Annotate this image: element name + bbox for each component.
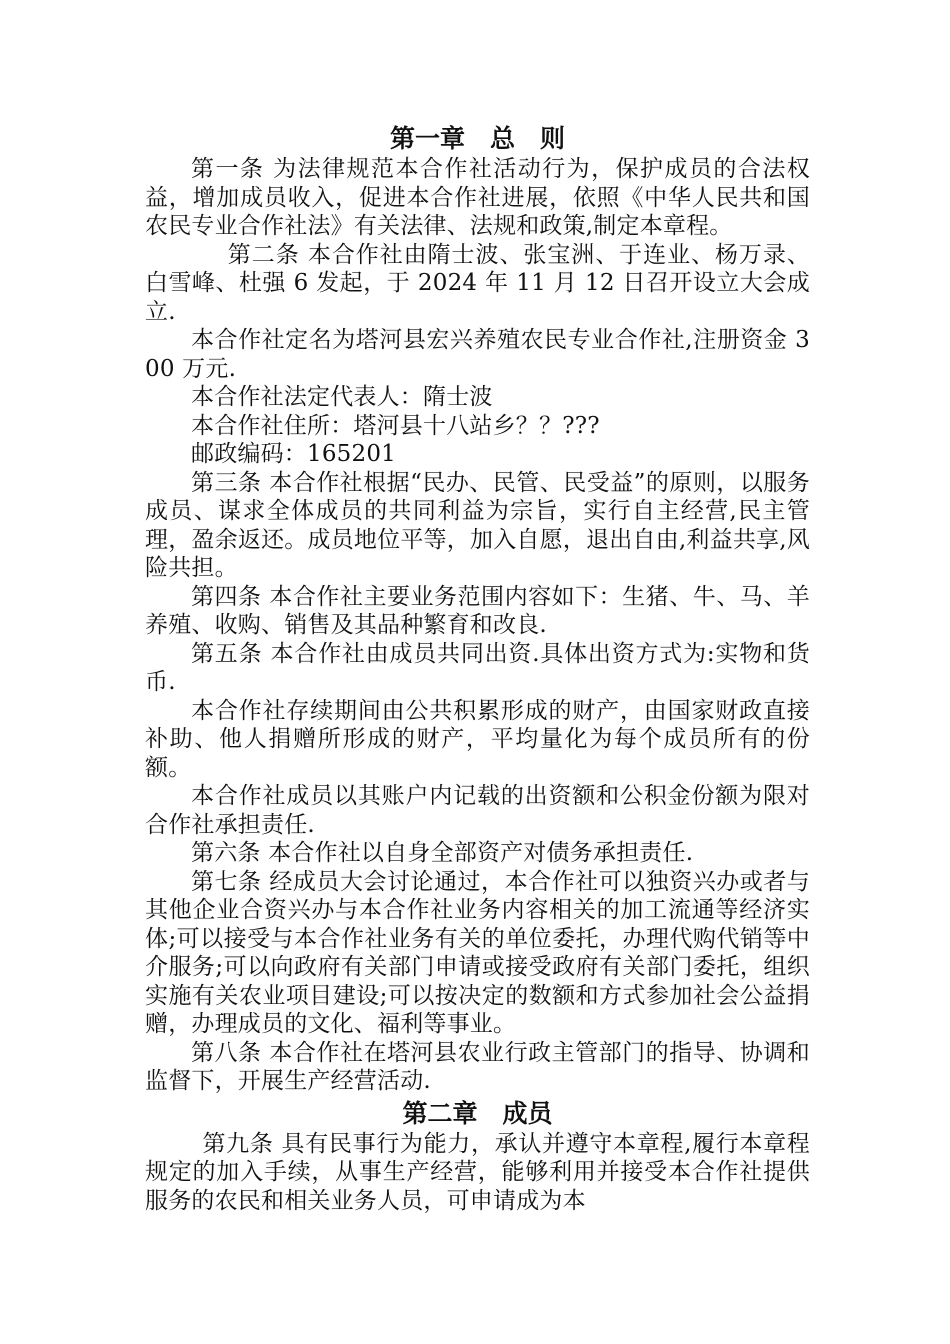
- article-7: 第七条 经成员大会讨论通过，本合作社可以独资兴办或者与其他企业合资兴办与本合作社业务内容相关的加工流通等经济实体;可以接受与本合作社业务有关的单位委托，办理代购代销等中介服务;可以向政府有关部门申请或接受政府有关部门委托，组织实施有关农业项目建设;可以按决定的数额和方式参加社会公益捐赠，办理成员的文化、福利等事业。: [145, 868, 810, 1037]
- public-accumulation-paragraph: 本合作社存续期间由公共积累形成的财产，由国家财政直接补助、他人捐赠所形成的财产，平均量化为每个成员所有的份额。: [145, 697, 810, 781]
- article-3: 第三条 本合作社根据“民办、民管、民受益”的原则，以服务成员、谋求全体成员的共同利益为宗旨，实行自主经营,民主管理，盈余返还。成员地位平等，加入自愿，退出自由,利益共享,风险共担。: [145, 469, 810, 581]
- article-1: 第一条 为法律规范本合作社活动行为，保护成员的合法权益，增加成员收入，促进本合作社进展，依照《中华人民共和国农民专业合作社法》有关法律、法规和政策,制定本章程。: [145, 156, 810, 239]
- chapter-1-title: 第一章 总 则: [389, 124, 565, 153]
- article-4: 第四条 本合作社主要业务范围内容如下：生猪、牛、马、羊养殖、收购、销售及其品种繁育和改良.: [145, 583, 810, 638]
- member-liability-paragraph: 本合作社成员以其账户内记载的出资额和公积金份额为限对合作社承担责任.: [145, 783, 810, 838]
- postal-code: 邮政编码：165201: [191, 441, 396, 467]
- article-9: 第九条 具有民事行为能力，承认并遵守本章程,履行本章程规定的加入手续，从事生产经营，能够利用并接受本合作社提供服务的农民和相关业务人员，可申请成为本: [145, 1130, 810, 1214]
- article-5: 第五条 本合作社由成员共同出资.具体出资方式为:实物和货币.: [145, 640, 810, 695]
- article-2: 第二条 本合作社由隋士波、张宝洲、于连业、杨万录、白雪峰、杜强 6 发起，于 2024 年 11 月 12 日召开设立大会成立.: [145, 241, 810, 325]
- cooperative-address: 本合作社住所：塔河县十八站乡？？???: [191, 412, 600, 439]
- legal-representative: 本合作社法定代表人：隋士波: [191, 384, 493, 410]
- chapter-2-title: 第二章 成员: [402, 1098, 553, 1128]
- article-8: 第八条 本合作社在塔河县农业行政主管部门的指导、协调和监督下，开展生产经营活动.: [145, 1039, 810, 1094]
- cooperative-name-paragraph: 本合作社定名为塔河县宏兴养殖农民专业合作社,注册资金 300 万元.: [145, 327, 810, 382]
- article-6: 第六条 本合作社以自身全部资产对债务承担责任.: [191, 840, 694, 866]
- document-page: [145, 121, 810, 1215]
